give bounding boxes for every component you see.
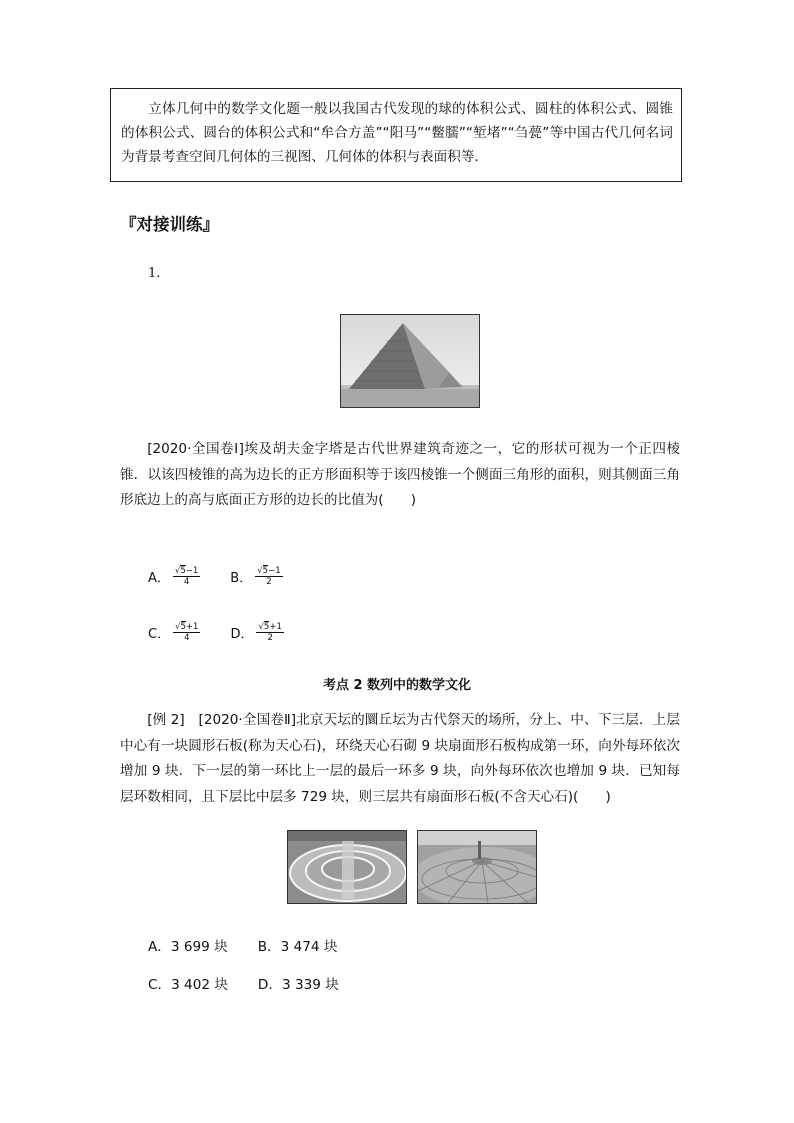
- altar-aerial-illustration: [288, 831, 406, 903]
- option-d-op: +: [269, 622, 277, 632]
- option-b-den: 2: [266, 577, 272, 587]
- example2-options-row2: [148, 973, 369, 993]
- option-b-fraction: $\frac{√5-1}{2}$: [257, 566, 281, 587]
- example2-options-row1: [148, 935, 368, 955]
- option-d-label: D．: [230, 627, 254, 642]
- example2-option-d[interactable]: D．3 339 块: [257, 977, 339, 993]
- option-d-den: 2: [267, 633, 273, 643]
- option-c-den: 4: [184, 633, 190, 643]
- option-d[interactable]: [230, 622, 283, 643]
- example2-stem: [例 2] [2020·全国卷Ⅱ]北京天坛的圜丘坛为古代祭天的场所，分上、中、下三层．上层中心有一块圆形石板(称为天心石)，环绕天心石砌 9 块扇面形石板构成第一环，向外每环依次增加 9 块．下一层的第一环比上一层的最后一环多 9 块，向外每环依次也增加 9 块．已知每层环数相同，且下层比中层多 729 块，则三层共有扇面形石板(不含天心石)( ): [120, 712, 680, 805]
- option-d-radicand: 5: [263, 622, 270, 632]
- pyramid-illustration: [341, 315, 479, 407]
- option-c[interactable]: [148, 622, 200, 643]
- example2-option-b[interactable]: B．3 474 块: [257, 939, 338, 955]
- option-a-op: −: [185, 566, 193, 576]
- option-b[interactable]: [230, 566, 282, 587]
- option-a[interactable]: [148, 566, 200, 587]
- topic2-heading: 考点 2 数列中的数学文化: [322, 678, 472, 693]
- option-c-fraction: $\frac{√5+1}{4}$: [175, 622, 199, 643]
- option-b-op: −: [268, 566, 276, 576]
- problem-number: 1.: [148, 266, 161, 281]
- example2-option-c[interactable]: C．3 402 块: [148, 977, 228, 993]
- option-c-op: +: [185, 622, 194, 632]
- problem1-text: [120, 437, 680, 514]
- example2-text: [120, 708, 680, 810]
- option-a-den: 4: [183, 577, 190, 587]
- option-c-label: C．: [148, 627, 171, 642]
- problem1-stem: [2020·全国卷Ⅰ]埃及胡夫金字塔是古代世界建筑奇迹之一，它的形状可视为一个正四棱锥．以该四棱锥的高为边长的正方形面积等于该四棱锥一个侧面三角形的面积，则其侧面三角形底边上的高与底面正方形的边长的比值为( ): [120, 441, 680, 508]
- altar-aerial-photo: [287, 830, 407, 904]
- altar-center-illustration: [418, 831, 536, 903]
- option-b-label: B．: [230, 571, 253, 586]
- example2-option-a[interactable]: A．3 699 块: [148, 939, 228, 955]
- pyramid-photo: [340, 314, 480, 408]
- option-b-term: 1: [275, 566, 281, 576]
- problem1-options-row1: [148, 566, 313, 587]
- option-c-radicand: 5: [180, 622, 186, 632]
- option-d-fraction: $\frac{√5+1}{2}$: [258, 622, 282, 643]
- option-a-fraction: $\frac{√5-1}{4}$: [174, 566, 199, 587]
- option-c-term: 1: [193, 622, 199, 632]
- option-b-radicand: 5: [262, 566, 269, 576]
- option-a-term: 1: [192, 566, 199, 576]
- option-d-term: 1: [276, 622, 282, 632]
- section-heading: 『对接训练』: [120, 215, 219, 234]
- summary-text: 立体几何中的数学文化题一般以我国古代发现的球的体积公式、圆柱的体积公式、圆锥的体积公式、圆台的体积公式和“牟合方盖”“阳马”“鳖臑”“堑堵”“刍甍”等中国古代几何名词为背景考查空间几何体的三视图、几何体的体积与表面积等．: [121, 101, 673, 165]
- option-a-radicand: 5: [180, 566, 186, 576]
- altar-center-photo: [417, 830, 537, 904]
- problem1-options-row2: [148, 622, 314, 643]
- summary-box: [110, 88, 682, 182]
- option-a-label: A．: [148, 571, 170, 586]
